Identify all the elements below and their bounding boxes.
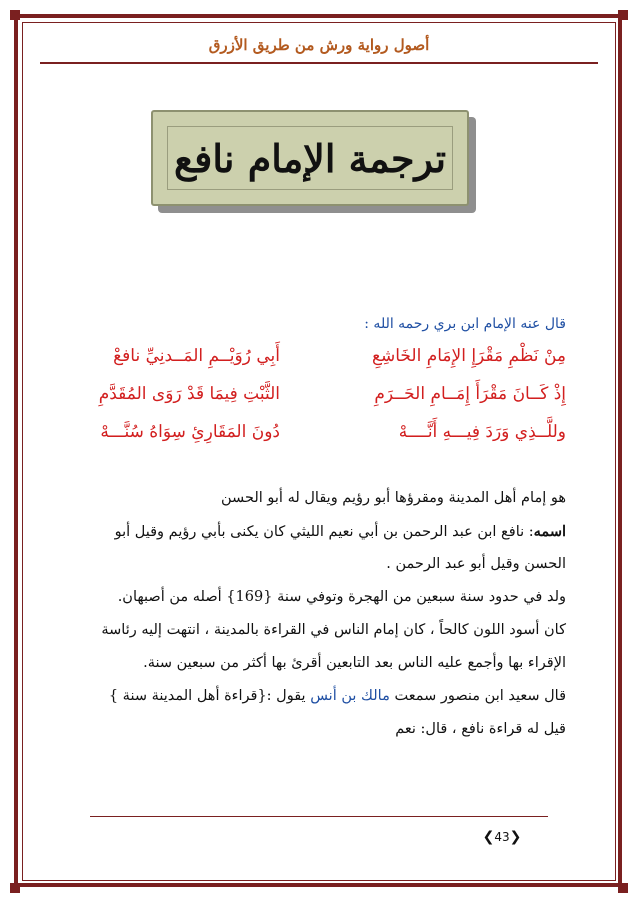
name-label: اسمه — [533, 523, 566, 540]
verse-2-right: إِذْ كَــانَ مَقْرَأَ إِمَــامِ الحَــرَمِ — [374, 384, 566, 404]
paragraph-2-text: : نافع ابن عبد الرحمن بن أبي نعيم الليثي كان يكنى بأبي رؤيم وقيل أبو — [114, 524, 534, 540]
paragraph-5: كان أسود اللون كالحاً ، كان إمام الناس في القراءة بالمدينة ، انتهت إليه رئاسة — [101, 622, 566, 638]
chapter-title: ترجمة الإمام نافع — [173, 135, 447, 181]
verse-1-right: مِنْ نَظْمِ مَقْرَإِ الإِمَامِ الخَاشِعِ — [371, 346, 566, 366]
paragraph-8: قيل له قراءة نافع ، قال: نعم — [395, 721, 566, 737]
ornament-icon: ❮ — [482, 829, 495, 845]
corner-ornament — [10, 10, 20, 20]
verse-1-left: أَبِي رُوَيْــمِ المَــدنِيِّ نافعْ — [113, 346, 280, 366]
page-number — [478, 826, 526, 848]
verse-3-left: دُونَ المَقَارِئِ سِوَاهُ سُنَّـــهْ — [100, 422, 280, 442]
paragraph-2 — [115, 523, 566, 540]
footer-divider — [90, 816, 548, 817]
title-box — [151, 110, 469, 206]
paragraph-7 — [109, 688, 566, 704]
corner-ornament — [618, 883, 628, 893]
verse-2-left: الثَّبْتِ فِيمَا قَدْ رَوَى المُقَدَّمِ — [98, 384, 280, 404]
paragraph-3: الحسن وقيل أبو عبد الرحمن . — [386, 556, 566, 572]
paragraph-4: ولد في حدود سنة سبعين من الهجرة وتوفي سنة {169} أصله من أصبهان. — [117, 589, 566, 605]
running-header: أصول رواية ورش من طريق الأزرق — [208, 36, 430, 54]
paragraph-7-end: يقول :{قراءة أهل المدينة سنة } — [108, 688, 306, 704]
header-divider — [40, 62, 598, 64]
corner-ornament — [618, 10, 628, 20]
page-number-text: 43 — [494, 830, 510, 844]
verse-3-right: وللَّــذِي وَرَدَ فِيـــهِ أَنَّــــهْ — [398, 422, 566, 442]
paragraph-6: الإقراء بها وأجمع عليه الناس بعد التابعين أقرئ بها أكثر من سبعين سنة. — [143, 655, 566, 671]
ornament-icon: ❯ — [509, 829, 522, 845]
intro-line: قال عنه الإمام ابن بري رحمه الله : — [364, 316, 566, 332]
paragraph-1: هو إمام أهل المدينة ومقرؤها أبو رؤيم ويقال له أبو الحسن — [221, 490, 566, 506]
corner-ornament — [10, 883, 20, 893]
paragraph-7-start: قال سعيد ابن منصور سمعت — [394, 688, 566, 704]
title-box-inner-frame — [167, 126, 453, 190]
person-name: مالك بن أنس — [310, 688, 390, 704]
